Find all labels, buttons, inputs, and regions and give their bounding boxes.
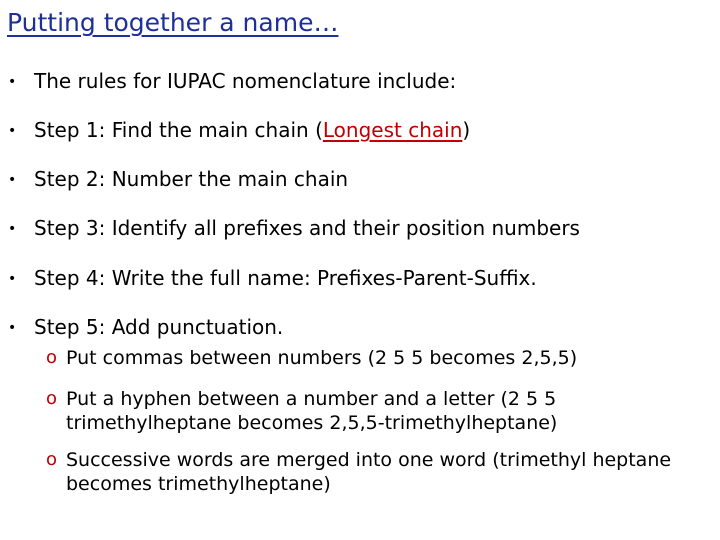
bullet-intro [8, 67, 456, 96]
bullet-step-3 [8, 214, 580, 243]
bullet-dot: • [8, 221, 17, 237]
sub-bullet-hyphen [46, 387, 686, 435]
bullet-text: Step 1: Find the main chain ( [34, 118, 323, 142]
bullet-step-5 [8, 313, 283, 342]
bullet-text: Step 3: Identify all prefixes and their position numbers [34, 216, 580, 240]
sub-bullet-text: Successive words are merged into one word (trimethyl heptane becomes trimethylheptane) [66, 449, 672, 495]
bullet-step-2 [8, 165, 348, 194]
bullet-text: Step 5: Add punctuation. [34, 315, 284, 339]
bullet-dot: • [8, 271, 17, 287]
bullet-dot: • [8, 320, 17, 336]
sub-bullet-text: Put commas between numbers (2 5 5 becomes 2,5,5) [66, 347, 578, 369]
sub-bullet-commas [46, 346, 686, 370]
sub-bullet-marker: o [46, 449, 58, 470]
bullet-step-4 [8, 264, 537, 293]
bullet-dot: • [8, 123, 17, 139]
sub-bullet-merge [46, 448, 686, 496]
bullet-dot: • [8, 74, 17, 90]
bullet-text: Step 2: Number the main chain [34, 167, 349, 191]
longest-chain-link[interactable]: Longest chain [322, 118, 463, 142]
bullet-dot: • [8, 172, 17, 188]
sub-bullet-text: Put a hyphen between a number and a letter (2 5 5 trimethylheptane becomes 2,5,5-trimethylheptane) [66, 388, 558, 434]
bullet-text: The rules for IUPAC nomenclature include: [34, 69, 457, 93]
bullet-text-suffix: ) [462, 118, 471, 142]
slide-title: Putting together a name… [7, 8, 339, 37]
sub-bullet-marker: o [46, 347, 58, 368]
sub-bullet-marker: o [46, 388, 58, 409]
bullet-text: Step 4: Write the full name: Prefixes-Parent-Suffix. [34, 266, 537, 290]
bullet-step-1 [8, 116, 470, 145]
